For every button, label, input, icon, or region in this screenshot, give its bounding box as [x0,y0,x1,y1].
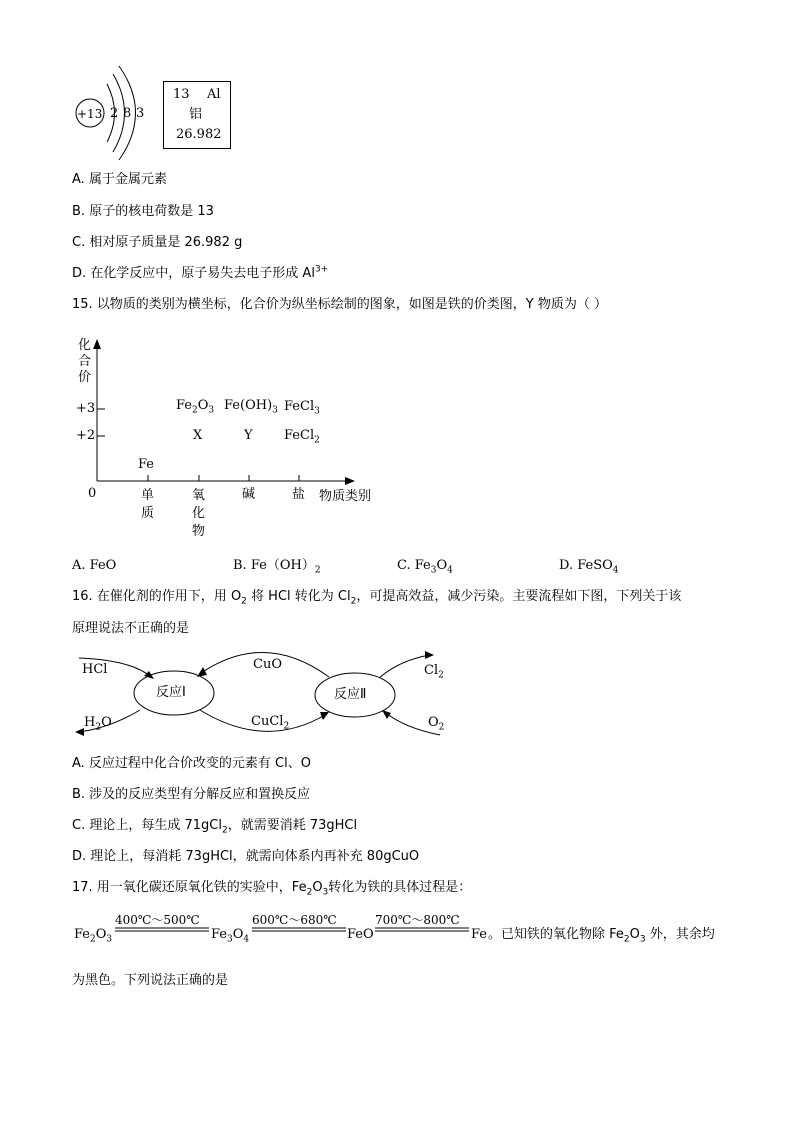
q16-option-c: C. 理论上，每生成 71gCl$_2$，就需要消耗 73gHCl [72,818,358,836]
q17-stem-line2: 为黑色。下列说法正确的是 [72,973,229,988]
q15-stem: 15. 以物质的类别为横坐标，化合价为纵坐标绘制的图象，如图是铁的价类图，Y 物质为（ ） [72,297,608,312]
atomic-mass: 26.982 [176,127,222,142]
nucleus-charge: +13 [77,107,103,121]
q16-option-d: D. 理论上，每消耗 73gHCl，就需向体系内再补充 80gCuO [72,849,420,864]
q16-option-a: A. 反应过程中化合价改变的元素有 Cl、O [72,756,311,771]
q14-option-a: A. 属于金属元素 [72,172,167,187]
q16-option-b: B. 涉及的反应类型有分解反应和置换反应 [72,787,311,802]
point-fecl2: FeCl$_2$ [284,428,320,446]
point-fe: Fe [138,457,155,472]
q15-option-b: B. $Fe(OH)_2$ [233,558,321,576]
element-symbol: Al [207,87,221,102]
x-category-salt: 盐 [292,487,306,502]
q14-option-b: B. 原子的核电荷数是 13 [72,204,214,219]
q14-option-c: C. 相对原子质量是 26.982 g [72,235,243,250]
x-axis-label: 物质类别 [319,489,372,504]
q17-stem: 17. 用一氧化碳还原氧化铁的实验中，$Fe_2O_3$转化为铁的具体过程是： [72,880,472,898]
process-fe2o3: $Fe_2O_3$ [74,927,113,945]
flow-cuo: CuO [253,657,282,672]
flow-o2: $O_2$ [428,715,445,733]
reaction1-label: 反应Ⅰ [156,685,186,700]
shell-electrons-1: 2 [110,106,119,121]
point-fe2o3: $Fe_2O_3$ [176,398,215,416]
flow-cucl2: CuCl$_2$ [251,714,290,732]
process-fe3o4: $Fe_3O_4$ [211,927,250,945]
flow-h2o: $H_2O$ [84,715,112,733]
reaction2-label: 反应Ⅱ [334,687,367,702]
element-name: 铝 [189,107,203,122]
process-condition-2: 600℃～680℃ [252,913,337,927]
x-category-element: 单 质 [141,488,155,521]
flow-cl2: $Cl_2$ [424,663,444,681]
q16-stem-line2: 原理说法不正确的是 [72,621,190,636]
x-category-oxide: 氧 化 物 [192,488,206,539]
x-category-base: 碱 [242,487,256,502]
y-axis-label: 化 合 价 [78,338,92,385]
process-condition-3: 700℃～800℃ [375,913,460,927]
y-tick-label-+3: +3 [76,401,96,416]
point-x: X [193,428,203,443]
shell-electrons-3: 3 [136,106,145,121]
point-fecl3: FeCl$_3$ [284,399,320,417]
q14-option-d: D. 在化学反应中，原子易失去电子形成 $Al^{3+}$ [72,264,329,281]
q15-option-c: C. $Fe_3O_4$ [397,558,453,576]
process-fe: Fe [471,927,488,942]
q15-option-d: D. FeSO$_4$ [559,558,619,576]
q15-option-a: A. FeO [72,558,117,573]
q17-stem-tail: 。已知铁的氧化物除 $Fe_2O_3$ 外，其余均 [488,927,715,945]
process-feo: FeO [347,927,374,942]
q16-stem-line1: 16. 在催化剂的作用下，用 $O_2$ 将 HCl 转化为 $Cl_2$，可提高效益，减少污染。主要流程如下图，下列关于该 [72,589,682,607]
shell-electrons-2: 8 [123,106,132,121]
process-condition-1: 400℃～500℃ [115,913,200,927]
origin-label: 0 [88,486,97,501]
y-tick-label-+2: +2 [76,428,96,443]
point-y: Y [244,428,253,443]
point-feoh3: $Fe(OH)_3$ [224,398,278,416]
element-number: 13 [173,87,190,102]
flow-hcl: HCl [82,662,108,677]
